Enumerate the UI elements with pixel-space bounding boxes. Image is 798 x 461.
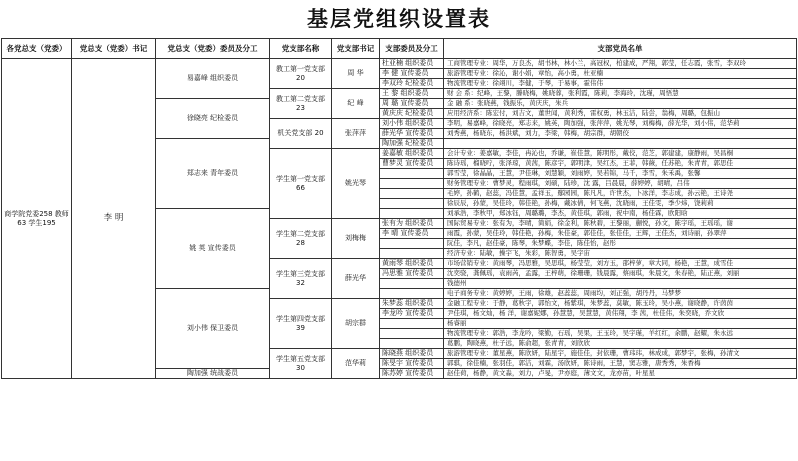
branch-secretary-cell: 范华莉 — [332, 349, 380, 379]
committee-member-cell: 姚 英 宣传委员 — [156, 209, 270, 289]
branch-committee-member: 刘小伟 组织委员 — [380, 119, 444, 129]
page-title: 基层党组织设置表 — [307, 7, 491, 31]
member-list-line: 阮佳，李凡，赵佳豪，陈琴，朱梦蝶，李佳，陈佳怡，赵彤 — [444, 239, 797, 249]
branch-secretary-cell: 张萍萍 — [332, 119, 380, 149]
header-row — [2, 39, 797, 59]
branch-committee-member — [380, 239, 444, 249]
branch-committee-member: 黄雨琴 组织委员 — [380, 259, 444, 269]
member-list-line: 金融工程专业：于静，葛秋宇，郭怡文，杨紫琪，朱梦蕊，莫敏，陈玉玲，吴小燕，谢晓静，许茵茵 — [444, 299, 797, 309]
branch-secretary-cell: 纪 峰 — [332, 89, 380, 119]
branch-committee-member: 王 黎 组织委员 — [380, 89, 444, 99]
branch-committee-member — [380, 169, 444, 179]
table-row — [2, 59, 797, 69]
branch-committee-member: 曹梦灵 宣传委员 — [380, 159, 444, 169]
member-list-line: 物流管理专业：郭浩，李龙吟，梁勤，石瑶，吴果，王玉玲，吴宇瑾，羊红红，余鹏，赵耀，朱永远 — [444, 329, 797, 339]
branch-committee-member: 陶加强 纪检委员 — [380, 139, 444, 149]
branch-committee-member: 陈旻宇 宣传委员 — [380, 359, 444, 369]
branch-committee-member: 冯思雅 宣传委员 — [380, 269, 444, 279]
member-list-line: 刘承浩，李秋甲，郑冰钰，周璐璐，李杰，黄佳琪，郭雨，祝中南，杨佳霖，欧阳晗 — [444, 209, 797, 219]
member-list-line: 会计专业：姜嘉敏，李佳，冉沁也，乔谦，崔佳慧，陈明彤，戴佼，范芝，郭建建，康静雨，吴昌桐 — [444, 149, 797, 159]
general-branch-cell: 商学院党委258 教师63 学生195 — [2, 59, 72, 379]
branch-committee-member — [380, 339, 444, 349]
branch-committee-member — [380, 249, 444, 259]
branch-committee-member: 杜亚楠 组织委员 — [380, 59, 444, 69]
member-list-line: 工商管理专业：周华，万良杰，胡书林，林小兰，高冠权，柏建成，严翔，郭莹，任志霞，张雪，李双玲 — [444, 59, 797, 69]
member-list-line: 市场营销专业：黄雨琴，冯思雅，吴思琪，杨莹莹，刘方玉，邵梓萝，章大同，杨艳，王慧，成雪佳 — [444, 259, 797, 269]
branch-committee-member — [380, 179, 444, 189]
branch-committee-member: 李龙吟 宣传委员 — [380, 309, 444, 319]
branch-committee-member — [380, 279, 444, 289]
header-cell: 支部党员名单 — [444, 39, 797, 59]
branch-secretary-cell: 姚光琴 — [332, 149, 380, 219]
member-list-line: 雨霞，孙蒙，吴佳玲，韩佳艳，孙梅，朱佳豪，郭佳佳，张佳佳，王辉，王佳杰，刘诗丽，孙翠萍 — [444, 229, 797, 239]
member-list-line: 电子商务专业：黄婷婷，王雨，徐雄，赵蕊蕊，周雨均，刘正强，胡丹丹，马梦梦 — [444, 289, 797, 299]
branch-committee-member: 李 晴 宣传委员 — [380, 229, 444, 239]
member-list-line: 葛鹏，陶晓燕，杜子远，陈俞超，张青青，刘欣欣 — [444, 339, 797, 349]
branch-secretary-cell: 薛光华 — [332, 259, 380, 299]
party-organization-table — [1, 38, 797, 379]
branch-secretary-cell: 刘梅梅 — [332, 219, 380, 259]
member-list-line: 经济专业：陆敏，操宇飞，朱彩，陈智勇，吴宇宙 — [444, 249, 797, 259]
general-secretary-cell: 李 明 — [72, 59, 156, 379]
branch-committee-member: 李 健 宣传委员 — [380, 69, 444, 79]
branch-name-cell: 教工第二党支部 23 — [270, 89, 332, 119]
branch-committee-member — [380, 209, 444, 219]
member-list-line: 物流管理专业：徐翊川，李健，于琴，于易事，霍伟伟 — [444, 79, 797, 89]
member-list-line: 沈奕骁，龚佩瑶，袁雨芮，孟露，王梓萌，徐珊珊，钱晨露，蔡雨琪，朱晨文，朱春艳，陆正燕，刘丽 — [444, 269, 797, 279]
branch-secretary-cell: 周 华 — [332, 59, 380, 89]
header-cell: 党支部名称 — [270, 39, 332, 59]
branch-committee-member — [380, 199, 444, 209]
branch-committee-member — [380, 289, 444, 299]
member-list-line: 陈诗瑶，榴晓咛，张泽琼，黄茜，陈彦宇，郭明津，吴红杰，王菲，韩薇，任苏艳，朱青青，郭思佳 — [444, 159, 797, 169]
branch-committee-member: 张有为 组织委员 — [380, 219, 444, 229]
member-list-line: 应用经济系：陈宏付，刘吉文，董世闻，黄利秀，雷权勇，林玉洁，陆尝，翁梅，周璐，包振山 — [444, 109, 797, 119]
member-list-line: 刘秀燕，杨晓东，杨洪斌，刘力，李梁，韩梅，胡宗群，胡朝佼 — [444, 129, 797, 139]
header-cell: 党总支（党委）委员及分工 — [156, 39, 270, 59]
branch-name-cell: 学生第三党支部 32 — [270, 259, 332, 299]
member-list-line — [444, 139, 797, 149]
committee-member-cell: 郑志来 青年委员 — [156, 139, 270, 209]
branch-committee-member: 朱梦蕊 组织委员 — [380, 299, 444, 309]
member-list-line: 钱德州 — [444, 279, 797, 289]
member-list-line: 徐辰辰，孙蒙，吴佳玲，韩佳艳，孙梅，戴冰倩，何飞燕，沈晓雨，王佳雯，季少炜，饶莉莉 — [444, 199, 797, 209]
branch-name-cell: 机关党支部 20 — [270, 119, 332, 149]
member-list-line: 财务管理专业：曹梦灵，程雨琪，刘硕，陆珍，沈 露，吕晨晨，薛婷婷，胡晴，吕伟 — [444, 179, 797, 189]
branch-committee-member: 陈晓燕 组织委员 — [380, 349, 444, 359]
header-cell: 党支部书记 — [332, 39, 380, 59]
member-list-line: 旅游管理专业：徐沁，谢小娟，章怡，高小勇，杜亚楠 — [444, 69, 797, 79]
member-list-line: 郭骐，徐佳楠，张羽佳，郭洁，刘霖，汤欣妍，陈诗雨，王慧，窦志雅，唐秀秀，朱香梅 — [444, 359, 797, 369]
member-list-line: 赵佳荷，杨静，黄文淼，刘力，卢旻，尹亦庭，薄文文，龙亦苗，叶星星 — [444, 369, 797, 379]
branch-name-cell: 学生第五党支部 30 — [270, 349, 332, 379]
branch-committee-member — [380, 329, 444, 339]
committee-member-cell: 徐晓亮 纪检委员 — [156, 99, 270, 139]
member-list-line: 财 会 系：纪峰，王黎，滕晓梅，姚晓蓉，张利霞，陈莉，李海玲，沈瑾，周悟慧 — [444, 89, 797, 99]
committee-member-cell: 刘小伟 保卫委员 — [156, 289, 270, 369]
branch-committee-member: 薛光华 宣传委员 — [380, 129, 444, 139]
branch-name-cell: 教工第一党支部 20 — [270, 59, 332, 89]
branch-committee-member: 周 璐 宣传委员 — [380, 99, 444, 109]
member-list-line: 李明，易嘉峰，徐晓亮，郑志来，姚英，陶加强，张萍萍，姚光琴，刘梅梅，薛光华，刘小伟，范华莉 — [444, 119, 797, 129]
branch-name-cell: 学生第一党支部 66 — [270, 149, 332, 219]
member-list-line: 金 融 系：张晓燕，钱振乐，黄庆庆，朱兵 — [444, 99, 797, 109]
branch-name-cell: 学生第二党支部 28 — [270, 219, 332, 259]
member-list-line: 杨睿丽 — [444, 319, 797, 329]
branch-name-cell: 学生第四党支部 39 — [270, 299, 332, 349]
branch-committee-member: 李双玲 纪检委员 — [380, 79, 444, 89]
member-list-line: 尹佳琪，杨文灿，杨 洋，谢嘉妮娜，孙慧慧，吴慧慧，黄伟翔，李 茜，杜佳伟，朱奕晓，乔文欣 — [444, 309, 797, 319]
committee-member-cell: 陶加强 统战委员 — [156, 369, 270, 379]
member-list-line: 毛婷，孙鹤，赵蕊，冯佳慧，孟祥玉，鄢园园，陈凡凡，许世杰，卜冰洋，李志成，孙云艳，王诗尧 — [444, 189, 797, 199]
branch-committee-member — [380, 319, 444, 329]
member-list-line: 郭雪莹，徐晶晶，王慧，尹佳琳，刘慧颖，刘雨婷，吴若锦，马千，李雪，朱禾禹，张馨 — [444, 169, 797, 179]
branch-secretary-cell: 胡宗群 — [332, 299, 380, 349]
header-cell: 各党总支（党委） — [2, 39, 72, 59]
member-list-line: 旅游管理专业：董星燕，陈欣妍，陆星宇，施佳佳，封依珊，曹玮玮，林成成，郭梦宇，张梅，孙清文 — [444, 349, 797, 359]
header-cell: 支部委员及分工 — [380, 39, 444, 59]
member-list-line: 国际贸易专业：张有为，李晴，简娟，徐金利，陈秋碧，王黎丽，蒯悦，孙文，陈宇瑶，王瑶瑶，谢 — [444, 219, 797, 229]
branch-committee-member: 姜嘉敏 组织委员 — [380, 149, 444, 159]
committee-member-cell: 易嘉峰 组织委员 — [156, 59, 270, 99]
branch-committee-member: 陈苏婷 宣传委员 — [380, 369, 444, 379]
branch-committee-member — [380, 189, 444, 199]
branch-committee-member: 黄庆庆 纪检委员 — [380, 109, 444, 119]
header-cell: 党总支（党委）书记 — [72, 39, 156, 59]
